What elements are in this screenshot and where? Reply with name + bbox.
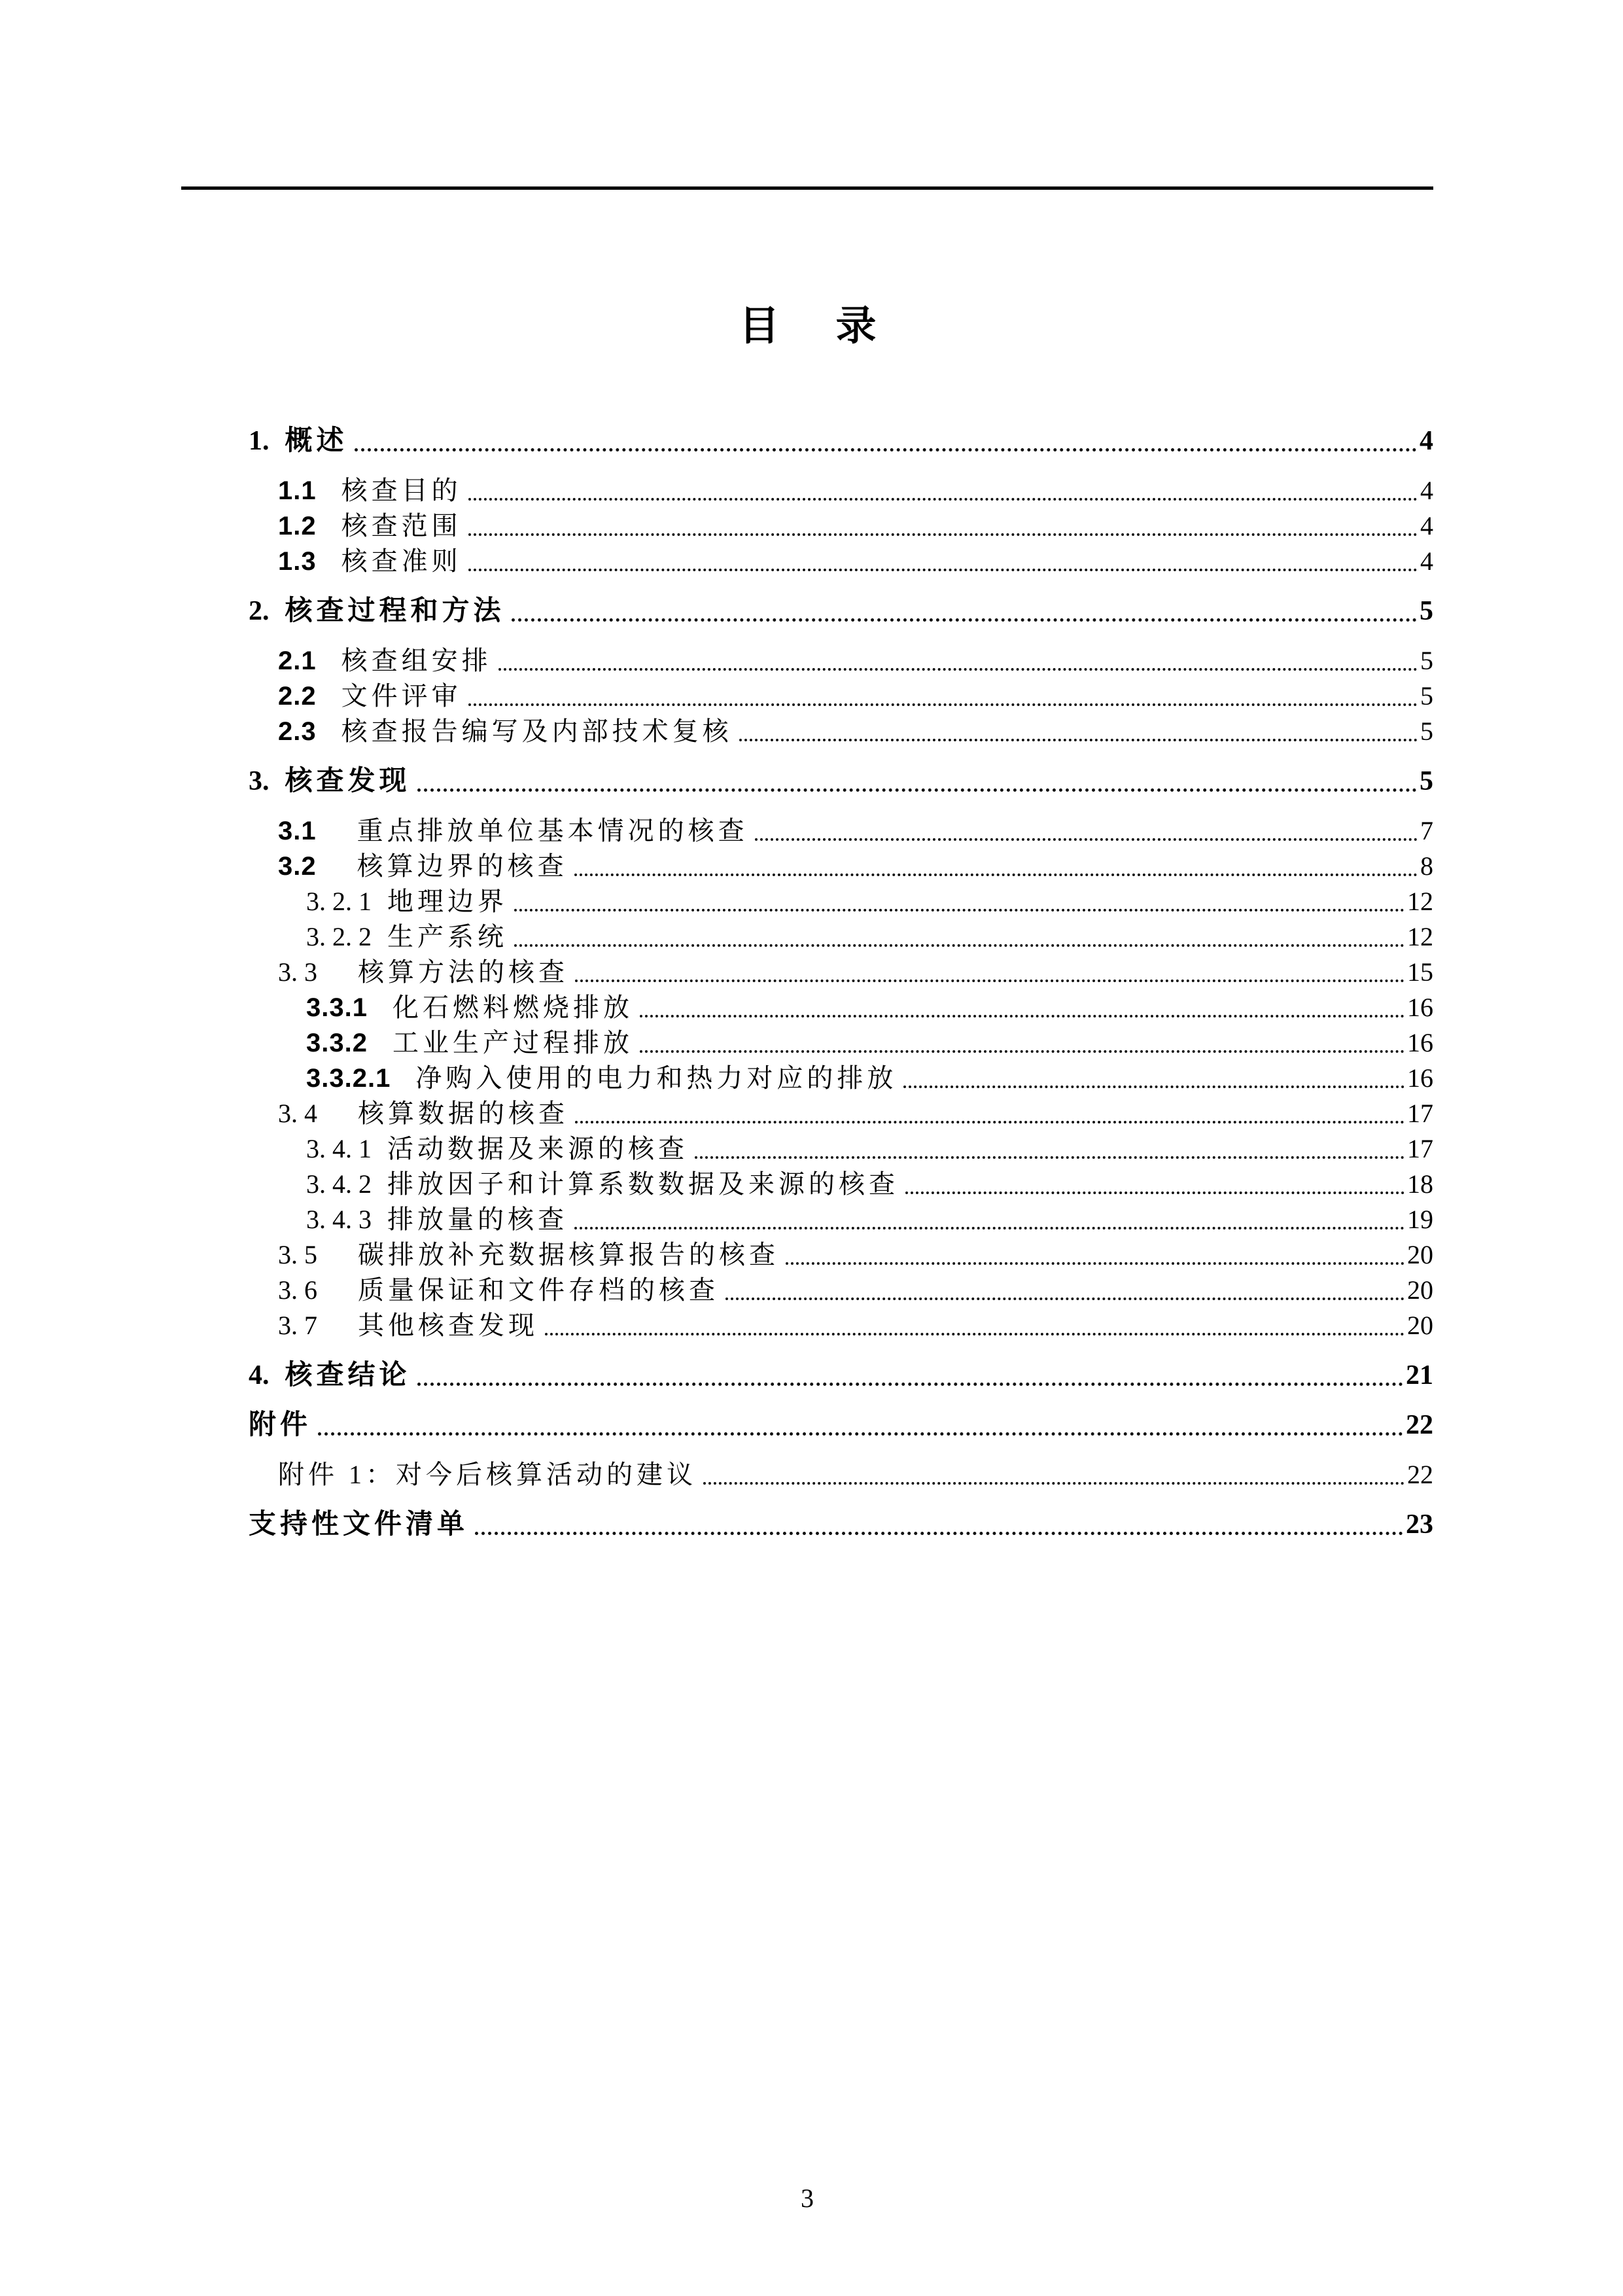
dot-leader bbox=[318, 1432, 1403, 1436]
toc-entry-label: 核查结论 bbox=[285, 1360, 411, 1390]
toc-entry[interactable] bbox=[0, 812, 1433, 847]
dot-leader bbox=[905, 1192, 1405, 1194]
toc-entry-number: 3. 3 bbox=[278, 957, 317, 987]
toc-entry-page: 12 bbox=[1407, 887, 1433, 916]
dot-leader bbox=[695, 1156, 1405, 1159]
dot-leader bbox=[703, 1482, 1405, 1485]
toc-entry[interactable] bbox=[0, 1201, 1433, 1236]
toc-entry-number: 4. bbox=[249, 1360, 270, 1390]
toc-entry-number: 1. bbox=[249, 426, 270, 456]
toc-entry-label: 碳排放补充数据核算报告的核查 bbox=[358, 1240, 779, 1269]
dot-leader bbox=[417, 1383, 1403, 1386]
toc-entry-number: 1.2 bbox=[278, 512, 317, 540]
toc-entry-label: 核算数据的核查 bbox=[358, 1099, 568, 1128]
toc-entry[interactable] bbox=[0, 953, 1433, 989]
toc-entry-label: 附件 1：对今后核算活动的建议 bbox=[278, 1460, 697, 1489]
dot-leader bbox=[514, 909, 1405, 911]
toc-entry-page: 23 bbox=[1406, 1510, 1433, 1540]
toc-entry-page: 16 bbox=[1407, 1063, 1433, 1093]
toc-entry-number: 3.3.2.1 bbox=[306, 1064, 391, 1093]
toc-entry[interactable] bbox=[0, 1307, 1433, 1342]
dot-leader bbox=[417, 788, 1417, 792]
toc-entry-label: 排放因子和计算系数数据及来源的核查 bbox=[387, 1169, 899, 1199]
toc-entry[interactable] bbox=[0, 542, 1433, 578]
toc-entry-page: 20 bbox=[1407, 1275, 1433, 1305]
toc-title: 目 录 bbox=[739, 304, 884, 349]
dot-leader bbox=[755, 838, 1418, 841]
toc-entry-label: 核查组安排 bbox=[341, 646, 492, 675]
dot-leader bbox=[468, 569, 1418, 571]
toc-entry-number: 3. 4. 1 bbox=[306, 1134, 372, 1163]
dot-leader bbox=[545, 1333, 1405, 1335]
dot-leader bbox=[725, 1298, 1405, 1300]
toc-entry[interactable] bbox=[0, 762, 1433, 798]
toc-entry-page: 5 bbox=[1420, 716, 1433, 746]
toc-entry[interactable] bbox=[0, 507, 1433, 542]
toc-entry-label: 工业生产过程排放 bbox=[392, 1028, 633, 1057]
toc-entry-number: 2.2 bbox=[278, 682, 317, 711]
toc-entry-number: 2.3 bbox=[278, 717, 317, 746]
toc-entry[interactable] bbox=[0, 1506, 1433, 1541]
toc-entry-page: 22 bbox=[1407, 1460, 1433, 1489]
dot-leader bbox=[575, 980, 1405, 982]
toc-entry-label: 质量保证和文件存档的核查 bbox=[358, 1275, 719, 1305]
toc-entry[interactable] bbox=[0, 883, 1433, 918]
toc-entry[interactable] bbox=[0, 592, 1433, 627]
toc-entry-page: 20 bbox=[1407, 1240, 1433, 1269]
dot-leader bbox=[640, 1015, 1405, 1017]
toc-entry-page: 16 bbox=[1407, 993, 1433, 1022]
toc-entry-page: 19 bbox=[1407, 1205, 1433, 1234]
toc-entry-label: 核查准则 bbox=[341, 546, 462, 576]
dot-leader bbox=[575, 1121, 1405, 1123]
toc-entry-number: 3.3.2 bbox=[306, 1029, 368, 1057]
toc-entry-number: 1.3 bbox=[278, 547, 317, 576]
toc-entry-number: 3. 7 bbox=[278, 1311, 317, 1340]
toc-entry-page: 5 bbox=[1420, 646, 1433, 675]
toc-entry-label: 支持性文件清单 bbox=[249, 1510, 469, 1540]
toc-entry-page: 7 bbox=[1420, 816, 1433, 845]
toc-entry[interactable] bbox=[0, 1024, 1433, 1059]
toc-entry-number: 3. 6 bbox=[278, 1275, 317, 1305]
toc-entry-label: 化石燃料燃烧排放 bbox=[392, 993, 633, 1022]
toc-entry-page: 18 bbox=[1407, 1169, 1433, 1199]
toc-entry[interactable] bbox=[0, 1130, 1433, 1165]
toc-entry-number: 3.3.1 bbox=[306, 993, 368, 1022]
toc-entry-page: 5 bbox=[1420, 596, 1433, 626]
toc-entry[interactable] bbox=[0, 1356, 1433, 1392]
toc-entry-label: 地理边界 bbox=[387, 887, 508, 916]
toc-entry-number: 2. bbox=[249, 596, 270, 626]
toc-entry[interactable] bbox=[0, 642, 1433, 677]
toc-entry-page: 17 bbox=[1407, 1134, 1433, 1163]
toc-entry-page: 21 bbox=[1406, 1360, 1433, 1390]
toc-entry[interactable] bbox=[0, 422, 1433, 457]
dot-leader bbox=[640, 1050, 1405, 1053]
toc-entry-label: 核算方法的核查 bbox=[358, 957, 568, 987]
dot-leader bbox=[468, 533, 1418, 536]
toc-entry-number: 2.1 bbox=[278, 646, 317, 675]
toc-entry[interactable] bbox=[0, 1236, 1433, 1271]
dot-leader bbox=[514, 944, 1405, 947]
toc-entry-number: 3. 2. 2 bbox=[306, 922, 372, 951]
toc-entry-label: 核查范围 bbox=[341, 511, 462, 540]
dot-leader bbox=[468, 498, 1418, 501]
toc-entry-page: 5 bbox=[1420, 766, 1433, 796]
dot-leader bbox=[786, 1262, 1405, 1265]
toc-entry[interactable] bbox=[0, 989, 1433, 1024]
toc-entry-number: 3. 2. 1 bbox=[306, 887, 372, 916]
toc-entry-label: 核算边界的核查 bbox=[357, 851, 568, 881]
dot-leader bbox=[475, 1532, 1403, 1535]
toc-entry-label: 核查报告编写及内部技术复核 bbox=[341, 716, 733, 746]
toc-entry-label: 概述 bbox=[285, 426, 348, 456]
toc-entry-number: 3.2 bbox=[278, 852, 317, 881]
toc-entry-label: 净购入使用的电力和热力对应的排放 bbox=[415, 1063, 898, 1093]
dot-leader bbox=[512, 618, 1417, 622]
dot-leader bbox=[739, 739, 1418, 741]
toc-entry-number: 1.1 bbox=[278, 476, 317, 505]
dot-leader bbox=[574, 1227, 1405, 1229]
toc-entry-label: 文件评审 bbox=[341, 681, 462, 711]
toc-entry-label: 活动数据及来源的核查 bbox=[387, 1134, 688, 1163]
toc-entry[interactable] bbox=[0, 1271, 1433, 1307]
toc-entry-label: 核查目的 bbox=[341, 476, 462, 505]
toc-entry-page: 8 bbox=[1420, 851, 1433, 881]
toc-entry-page: 22 bbox=[1406, 1410, 1433, 1440]
toc-entry-label: 重点排放单位基本情况的核查 bbox=[357, 816, 748, 845]
toc-entry-label: 其他核查发现 bbox=[358, 1311, 538, 1340]
toc-entry-page: 4 bbox=[1420, 476, 1433, 505]
dot-leader bbox=[574, 874, 1418, 876]
toc-entry[interactable] bbox=[0, 918, 1433, 953]
toc-entry-page: 17 bbox=[1407, 1099, 1433, 1128]
dot-leader bbox=[468, 703, 1418, 706]
toc-entry-page: 4 bbox=[1420, 511, 1433, 540]
toc-entry-number: 3.1 bbox=[278, 817, 317, 845]
dot-leader bbox=[903, 1086, 1405, 1088]
toc-entry-label: 生产系统 bbox=[387, 922, 508, 951]
toc-entry-number: 3. bbox=[249, 766, 270, 796]
page-number: 3 bbox=[801, 2183, 814, 2213]
dot-leader bbox=[498, 668, 1418, 671]
toc-entry[interactable] bbox=[0, 1095, 1433, 1130]
toc-entry[interactable] bbox=[0, 1456, 1433, 1491]
header-rule bbox=[181, 186, 1433, 190]
toc-entry-page: 15 bbox=[1407, 957, 1433, 987]
toc-entry-number: 3. 5 bbox=[278, 1240, 317, 1269]
toc-entry[interactable] bbox=[0, 1165, 1433, 1201]
toc-entry[interactable] bbox=[0, 677, 1433, 713]
dot-leader bbox=[355, 448, 1417, 451]
toc-entry-label: 排放量的核查 bbox=[387, 1205, 568, 1234]
toc-entry-label: 附件 bbox=[249, 1410, 312, 1440]
toc-entry-page: 20 bbox=[1407, 1311, 1433, 1340]
toc-entry-page: 4 bbox=[1420, 546, 1433, 576]
toc-entry[interactable] bbox=[0, 713, 1433, 748]
toc-entry[interactable] bbox=[0, 1059, 1433, 1095]
toc-list bbox=[0, 422, 1433, 1555]
toc-entry-page: 16 bbox=[1407, 1028, 1433, 1057]
toc-entry[interactable] bbox=[0, 847, 1433, 883]
toc-entry-page: 5 bbox=[1420, 681, 1433, 711]
toc-entry[interactable] bbox=[0, 1406, 1433, 1441]
toc-entry[interactable] bbox=[0, 472, 1433, 507]
toc-entry-number: 3. 4. 2 bbox=[306, 1169, 372, 1199]
toc-entry-label: 核查过程和方法 bbox=[285, 596, 505, 626]
toc-entry-label: 核查发现 bbox=[285, 766, 411, 796]
toc-entry-page: 12 bbox=[1407, 922, 1433, 951]
toc-entry-number: 3. 4. 3 bbox=[306, 1205, 372, 1234]
toc-entry-number: 3. 4 bbox=[278, 1099, 317, 1128]
toc-entry-page: 4 bbox=[1420, 426, 1433, 456]
